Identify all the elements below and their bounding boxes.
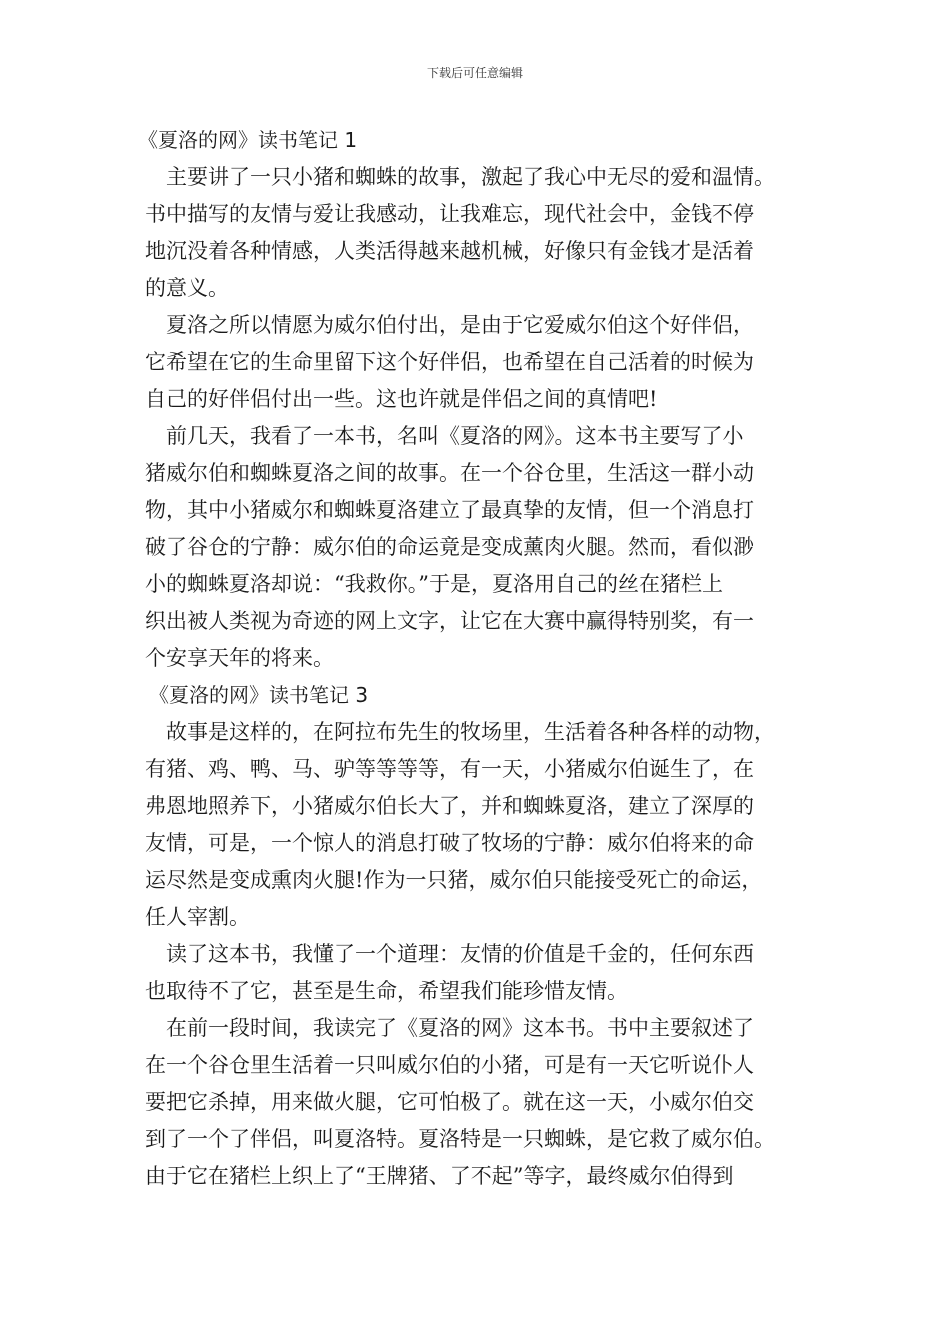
paragraph: [145, 1010, 810, 1195]
text-line: 要把它杀掉，用来做火腿，它可怕极了。就在这一天，小威尔伯交: [145, 1090, 754, 1114]
section-heading: 《夏洛的网》读书笔记 1: [138, 128, 358, 152]
text-line: 夏洛之所以情愿为威尔伯付出，是由于它爱威尔伯这个好伴侣，: [166, 313, 754, 337]
paragraph: [145, 714, 810, 936]
text-line: 主要讲了一只小猪和蜘蛛的故事，激起了我心中无尽的爱和温情。: [166, 165, 775, 189]
document-body: [138, 120, 810, 1195]
paragraph: [145, 307, 810, 418]
text-line: 地沉没着各种情感，人类活得越来越机械，好像只有金钱才是活着: [145, 239, 754, 263]
text-line: 由于它在猪栏上织上了“王牌猪、了不起”等字，最终威尔伯得到: [145, 1164, 734, 1188]
text-line: 弗恩地照养下，小猪威尔伯长大了，并和蜘蛛夏洛，建立了深厚的: [145, 794, 754, 818]
text-line: 也取待不了它，甚至是生命，希望我们能珍惜友情。: [145, 979, 628, 1003]
text-line: 破了谷仓的宁静：威尔伯的命运竟是变成薰肉火腿。然而，看似渺: [145, 535, 754, 559]
paragraph: [145, 159, 810, 307]
text-line: 运尽然是变成熏肉火腿!作为一只猪，威尔伯只能接受死亡的命运，: [145, 868, 763, 892]
text-line: 在前一段时间，我读完了《夏洛的网》这本书。书中主要叙述了: [166, 1016, 754, 1040]
text-line: 在一个谷仓里生活着一只叫威尔伯的小猪，可是有一天它听说仆人: [145, 1053, 754, 1077]
paragraph: [145, 418, 810, 677]
text-line: 友情，可是，一个惊人的消息打破了牧场的宁静：威尔伯将来的命: [145, 831, 754, 855]
text-line: 小的蜘蛛夏洛却说：“我救你。”于是，夏洛用自己的丝在猪栏上: [145, 572, 723, 596]
text-line: 任人宰割。: [145, 905, 250, 929]
paragraph: [145, 936, 810, 1010]
text-line: 书中描写的友情与爱让我感动，让我难忘，现代社会中，金钱不停: [145, 202, 754, 226]
text-line: 到了一个了伴侣，叫夏洛特。夏洛特是一只蜘蛛，是它救了威尔伯。: [145, 1127, 775, 1151]
text-line: 故事是这样的，在阿拉布先生的牧场里，生活着各种各样的动物，: [166, 720, 775, 744]
page-header: 下载后可任意编辑: [426, 66, 523, 80]
text-line: 猪威尔伯和蜘蛛夏洛之间的故事。在一个谷仓里，生活这一群小动: [145, 461, 754, 485]
text-line: 自己的好伴侣付出一些。这也许就是伴侣之间的真情吧!: [145, 387, 658, 411]
text-line: 的意义。: [145, 276, 229, 300]
text-line: 织出被人类视为奇迹的网上文字，让它在大赛中赢得特别奖，有一: [145, 609, 754, 633]
section-heading: 《夏洛的网》读书笔记 3: [149, 683, 369, 707]
text-line: 有猪、鸡、鸭、马、驴等等等等，有一天，小猪威尔伯诞生了，在: [145, 757, 754, 781]
text-line: 读了这本书，我懂了一个道理：友情的价值是千金的，任何东西: [166, 942, 754, 966]
text-line: 它希望在它的生命里留下这个好伴侣，也希望在自己活着的时候为: [145, 350, 754, 374]
text-line: 物，其中小猪威尔和蜘蛛夏洛建立了最真挚的友情，但一个消息打: [145, 498, 754, 522]
text-line: 个安享天年的将来。: [145, 646, 334, 670]
text-line: 前几天，我看了一本书，名叫《夏洛的网》。这本书主要写了小: [166, 424, 744, 448]
